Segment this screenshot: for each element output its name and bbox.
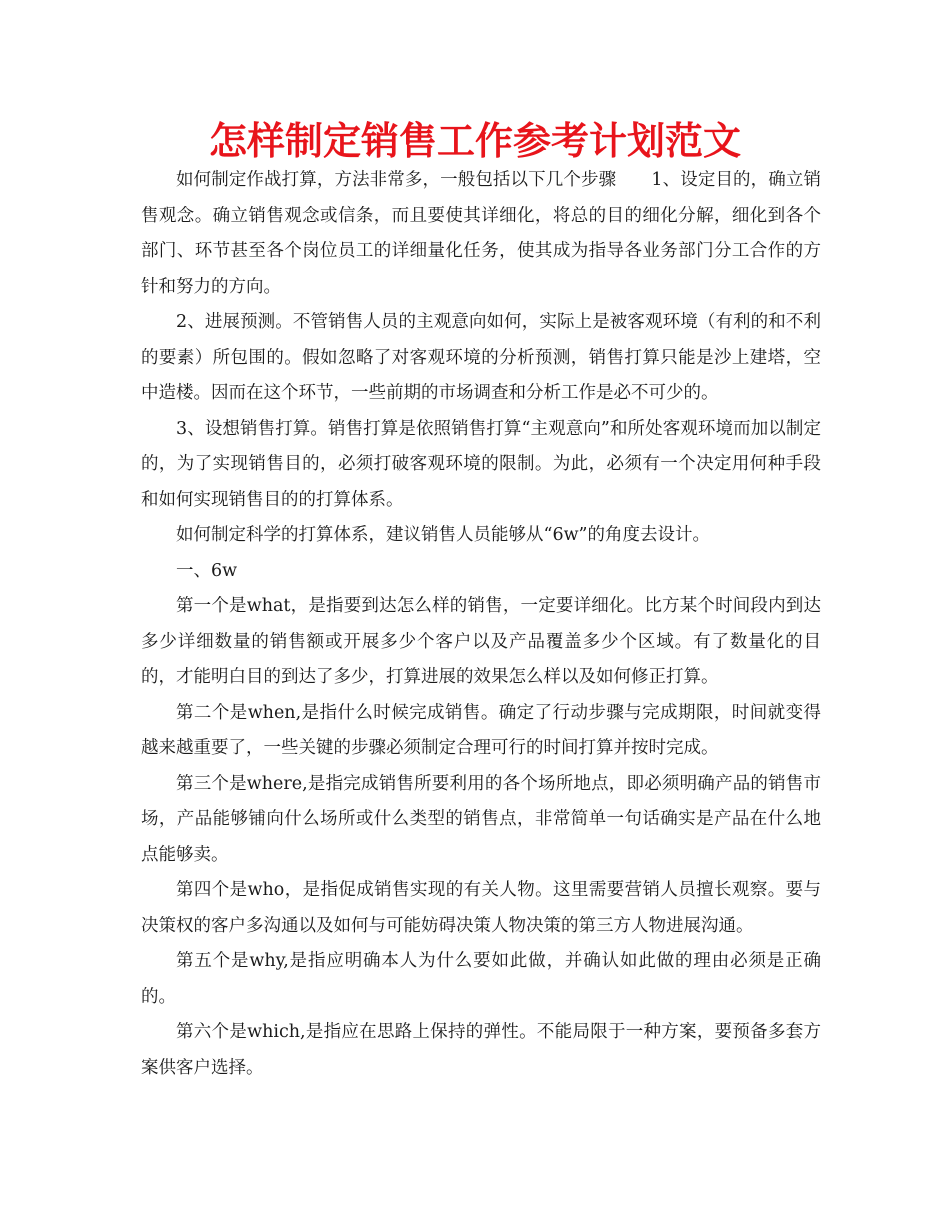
paragraph-which: 第六个是which,是指应在思路上保持的弹性。不能局限于一种方案，要预备多套方案供客户选择。 — [141, 1022, 821, 1078]
paragraph-step-2: 2、进展预测。不管销售人员的主观意向如何，实际上是被客观环境（有利的和不利的要素）所包围的。假如忽略了对客观环境的分析预测，销售打算只能是沙上建塔，空中造楼。因而在这个环节，一些前期的市场调查和分析工作是必不可少的。 — [141, 312, 821, 403]
paragraph-when: 第二个是when,是指什么时候完成销售。确定了行动步骤与完成期限，时间就变得越来越重要了，一些关键的步骤必须制定合理可行的时间打算并按时完成。 — [141, 702, 821, 758]
paragraph-who: 第四个是who，是指促成销售实现的有关人物。这里需要营销人员擅长观察。要与决策权的客户多沟通以及如何与可能妨碍决策人物决策的第三方人物进展沟通。 — [141, 880, 821, 936]
document-title: 怎样制定销售工作参考计划范文 — [208, 119, 741, 163]
paragraph-intro-step-1: 如何制定作战打算，方法非常多，一般包括以下几个步骤 1、设定目的，确立销售观念。确立销售观念或信条，而且要使其详细化，将总的目的细化分解，细化到各个部门、环节甚至各个岗位员工的详细量化任务，使其成为指导各业务部门分工合作的方针和努力的方向。 — [141, 170, 821, 297]
paragraph-where: 第三个是where,是指完成销售所要利用的各个场所地点，即必须明确产品的销售市场，产品能够铺向什么场所或什么类型的销售点，非常简单一句话确实是产品在什么地点能够卖。 — [141, 773, 821, 865]
paragraph-6w-intro: 如何制定科学的打算体系，建议销售人员能够从“6w”的角度去设计。 — [176, 525, 711, 545]
paragraph-why: 第五个是why,是指应明确本人为什么要如此做，并确认如此做的理由必须是正确的。 — [141, 951, 821, 1007]
paragraph-step-3: 3、设想销售打算。销售打算是依照销售打算“主观意向”和所处客观环境而加以制定的，为了实现销售目的，必须打破客观环境的限制。为此，必须有一个决定用何种手段和如何实现销售目的的打算体系。 — [141, 418, 821, 510]
paragraph-what: 第一个是what，是指要到达怎么样的销售，一定要详细化。比方某个时间段内到达多少详细数量的销售额或开展多少个客户以及产品覆盖多少个区域。有了数量化的目的，才能明白目的到达了多少，打算进展的效果怎么样以及如何修正打算。 — [141, 596, 821, 687]
section-heading-6w: 一、6w — [176, 560, 238, 581]
document-body — [141, 163, 821, 1086]
